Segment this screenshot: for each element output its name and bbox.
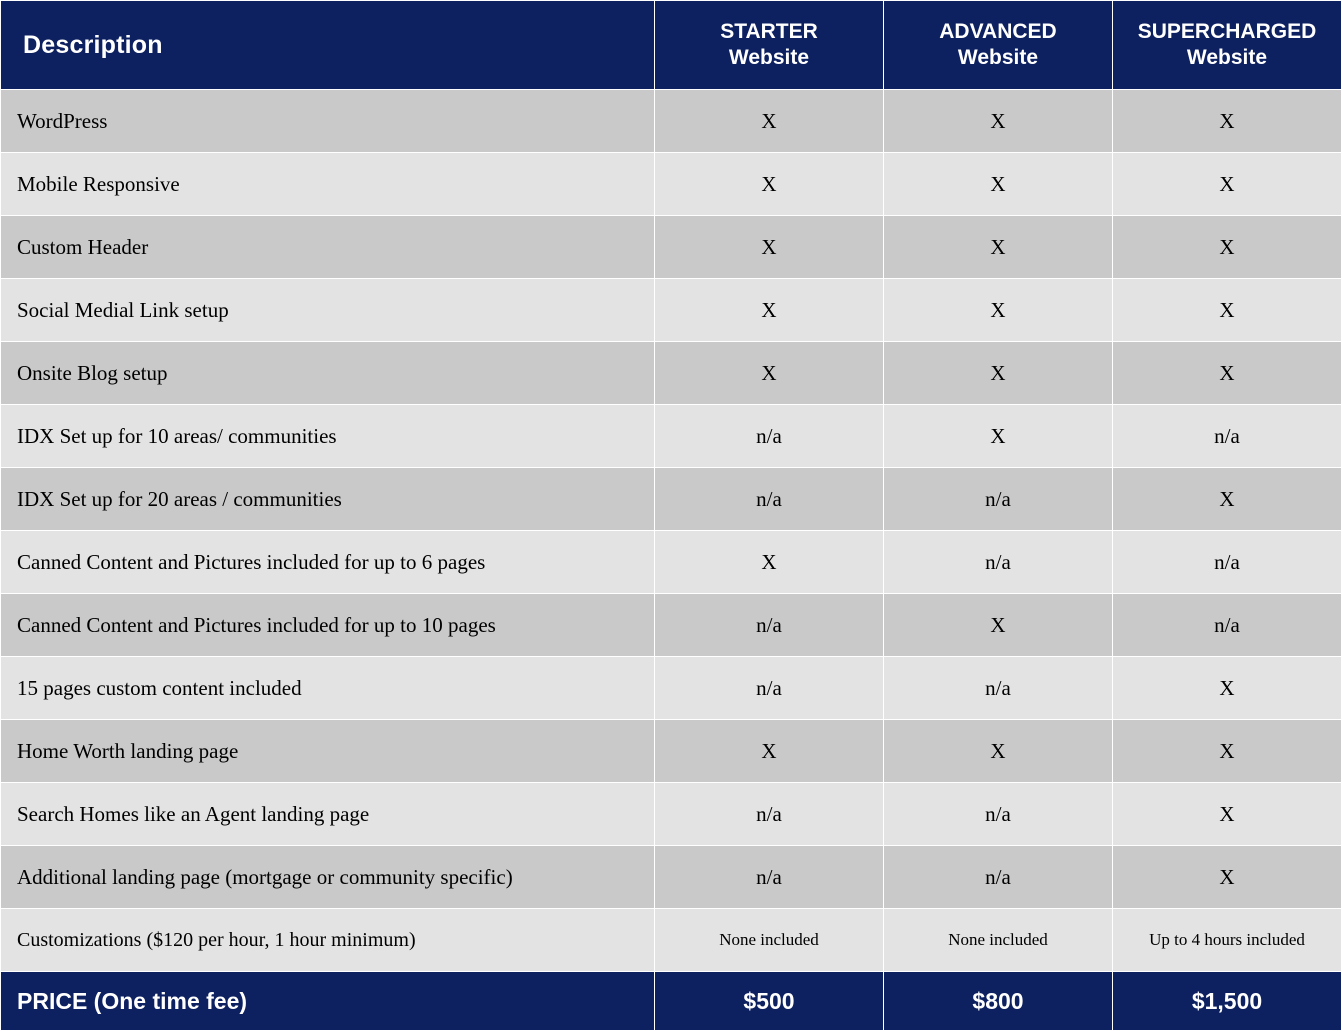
feature-value-supercharged: X — [1113, 846, 1342, 909]
feature-value-starter: X — [655, 531, 884, 594]
table-row — [1, 468, 1342, 531]
feature-value-supercharged: n/a — [1113, 531, 1342, 594]
table-header — [1, 1, 1342, 90]
feature-value-starter: n/a — [655, 846, 884, 909]
table-row — [1, 909, 1342, 972]
plan-subtitle-advanced: Website — [957, 46, 1039, 69]
feature-description: Canned Content and Pictures included for up to 10 pages — [1, 594, 655, 657]
table-row — [1, 90, 1342, 153]
feature-description: Onsite Blog setup — [1, 342, 655, 405]
feature-value-supercharged: n/a — [1113, 405, 1342, 468]
feature-value-starter: n/a — [655, 594, 884, 657]
feature-value-starter: X — [655, 90, 884, 153]
feature-value-advanced: None included — [884, 909, 1113, 972]
feature-value-starter: X — [655, 279, 884, 342]
feature-value-advanced: X — [884, 720, 1113, 783]
feature-value-supercharged: X — [1113, 279, 1342, 342]
feature-value-starter: n/a — [655, 783, 884, 846]
feature-value-advanced: n/a — [884, 657, 1113, 720]
feature-description: Customizations ($120 per hour, 1 hour minimum) — [1, 909, 655, 972]
table-row — [1, 720, 1342, 783]
column-header-supercharged — [1113, 1, 1342, 90]
price-row-label: PRICE (One time fee) — [1, 972, 655, 1031]
plan-name-supercharged: SUPERCHARGED — [1137, 19, 1317, 43]
table-row — [1, 279, 1342, 342]
feature-description: IDX Set up for 10 areas/ communities — [1, 405, 655, 468]
table-row — [1, 783, 1342, 846]
feature-value-supercharged: Up to 4 hours included — [1113, 909, 1342, 972]
feature-description: Custom Header — [1, 216, 655, 279]
table-body — [1, 90, 1342, 1031]
feature-value-advanced: n/a — [884, 468, 1113, 531]
feature-value-starter: None included — [655, 909, 884, 972]
feature-description: WordPress — [1, 90, 655, 153]
feature-value-supercharged: X — [1113, 153, 1342, 216]
table-row — [1, 153, 1342, 216]
feature-description: Home Worth landing page — [1, 720, 655, 783]
feature-value-starter: n/a — [655, 468, 884, 531]
column-header-description: Description — [1, 1, 655, 90]
feature-value-advanced: n/a — [884, 531, 1113, 594]
feature-value-advanced: n/a — [884, 783, 1113, 846]
feature-description: Mobile Responsive — [1, 153, 655, 216]
column-header-starter — [655, 1, 884, 90]
price-advanced: $800 — [884, 972, 1113, 1031]
feature-value-advanced: X — [884, 594, 1113, 657]
feature-value-advanced: X — [884, 90, 1113, 153]
feature-value-starter: X — [655, 342, 884, 405]
feature-value-starter: n/a — [655, 657, 884, 720]
feature-value-supercharged: X — [1113, 468, 1342, 531]
feature-value-supercharged: X — [1113, 783, 1342, 846]
feature-description: 15 pages custom content included — [1, 657, 655, 720]
feature-value-supercharged: X — [1113, 342, 1342, 405]
feature-value-supercharged: X — [1113, 657, 1342, 720]
feature-value-supercharged: n/a — [1113, 594, 1342, 657]
column-header-advanced — [884, 1, 1113, 90]
feature-value-supercharged: X — [1113, 90, 1342, 153]
feature-description: IDX Set up for 20 areas / communities — [1, 468, 655, 531]
feature-value-advanced: n/a — [884, 846, 1113, 909]
feature-value-advanced: X — [884, 153, 1113, 216]
plan-name-advanced: ADVANCED — [939, 19, 1057, 43]
feature-description: Additional landing page (mortgage or community specific) — [1, 846, 655, 909]
feature-value-supercharged: X — [1113, 216, 1342, 279]
table-header-row — [1, 1, 1342, 90]
table-row — [1, 846, 1342, 909]
feature-value-starter: X — [655, 153, 884, 216]
feature-description: Search Homes like an Agent landing page — [1, 783, 655, 846]
feature-description: Social Medial Link setup — [1, 279, 655, 342]
plan-name-starter: STARTER — [720, 19, 818, 43]
table-row — [1, 216, 1342, 279]
feature-value-starter: n/a — [655, 405, 884, 468]
table-row — [1, 594, 1342, 657]
table-row — [1, 405, 1342, 468]
table-row — [1, 531, 1342, 594]
feature-value-advanced: X — [884, 342, 1113, 405]
feature-value-advanced: X — [884, 279, 1113, 342]
table-row — [1, 657, 1342, 720]
feature-value-advanced: X — [884, 216, 1113, 279]
price-starter: $500 — [655, 972, 884, 1031]
feature-value-supercharged: X — [1113, 720, 1342, 783]
price-supercharged: $1,500 — [1113, 972, 1342, 1031]
feature-value-starter: X — [655, 216, 884, 279]
plan-subtitle-supercharged: Website — [1186, 46, 1268, 69]
feature-description: Canned Content and Pictures included for up to 6 pages — [1, 531, 655, 594]
price-row — [1, 972, 1342, 1031]
plan-subtitle-starter: Website — [728, 46, 810, 69]
feature-value-advanced: X — [884, 405, 1113, 468]
feature-value-starter: X — [655, 720, 884, 783]
table-row — [1, 342, 1342, 405]
